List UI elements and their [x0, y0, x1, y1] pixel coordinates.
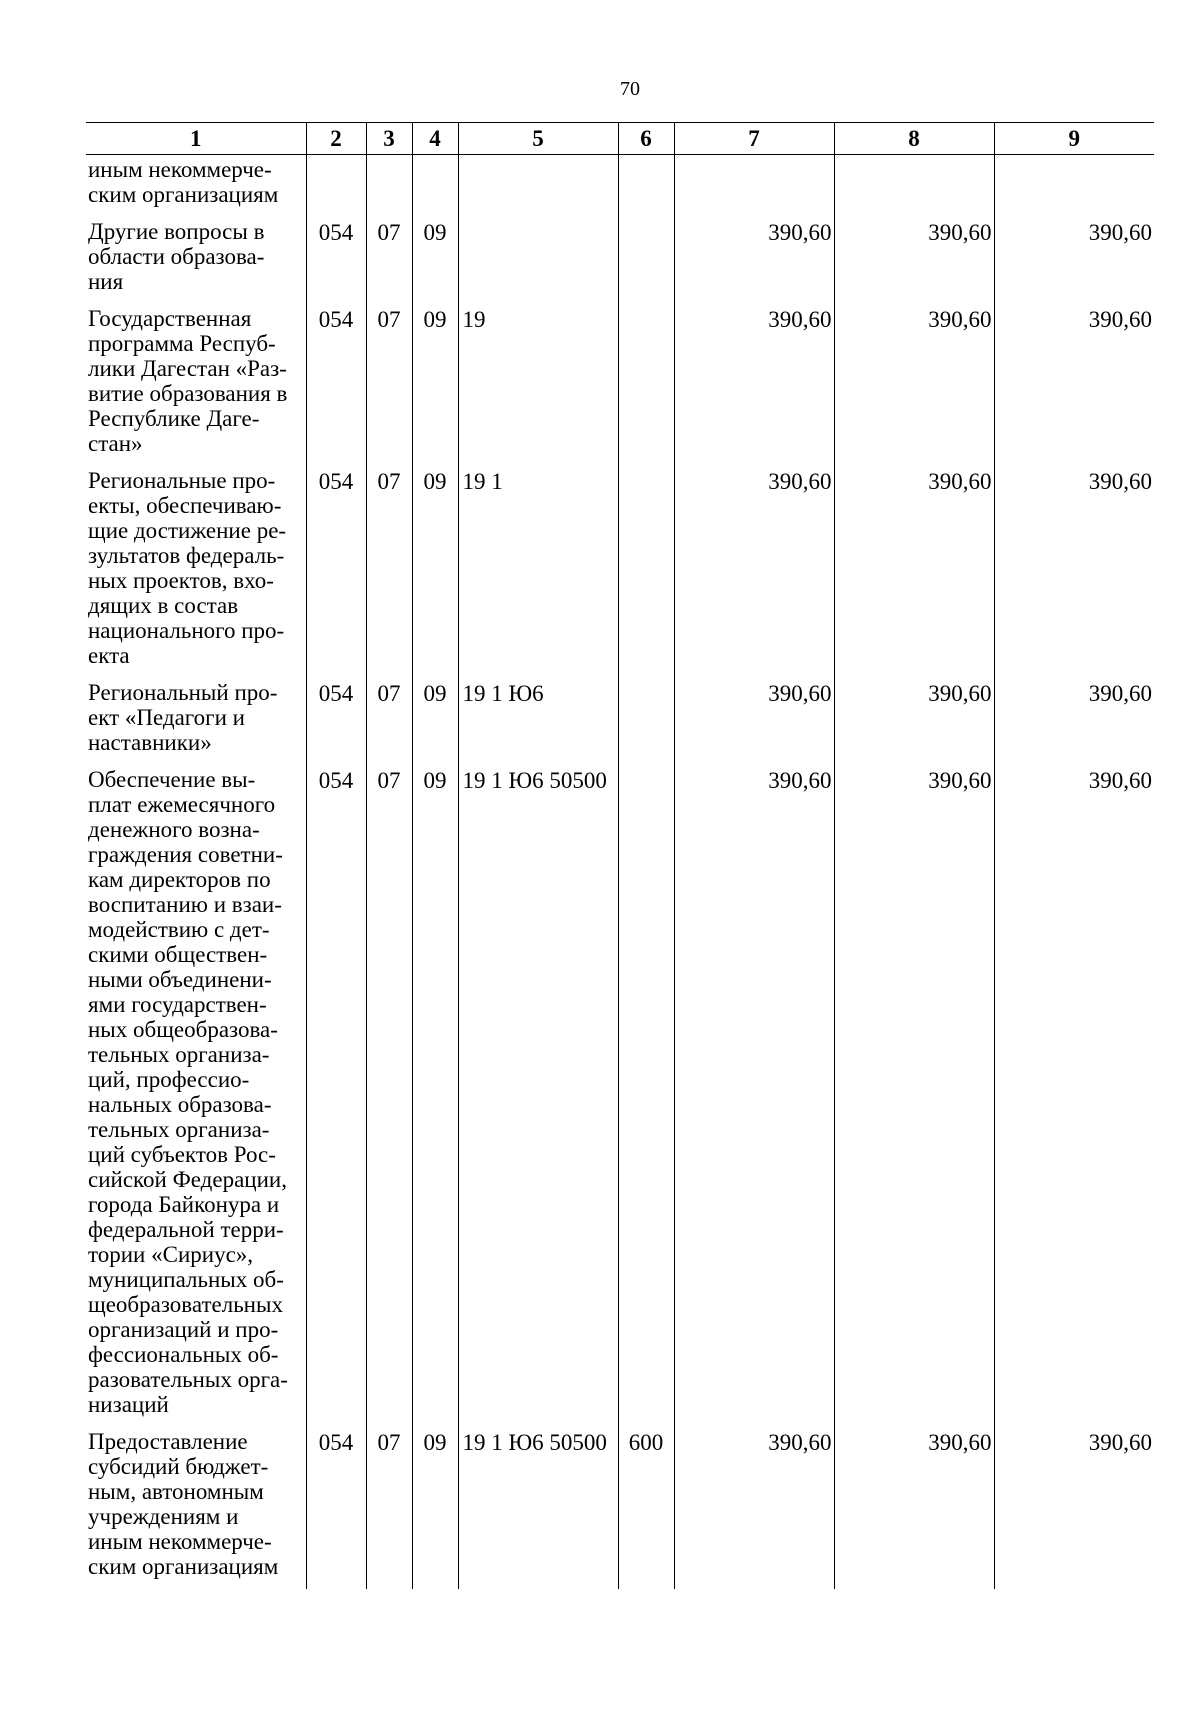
- amount-year-2: 390,60: [834, 1427, 994, 1589]
- amount-year-2: 390,60: [834, 466, 994, 678]
- code-expense-type: [618, 678, 674, 765]
- header-col-9: 9: [994, 123, 1154, 155]
- table-row: [86, 304, 1154, 466]
- code-admin: 054: [306, 304, 366, 466]
- row-name: Обеспечение вы- плат ежемесячного денежного возна- граждения советни- кам директоров по воспитанию и взаи- модействию с дет- скими обществен- ными объединени- ями государствен- ных общеобразова- тельных организа- ций, профессио- нальных образова- тельных организа- ций субъектов Рос- сийской Федерации, города Байконура и федеральной терри- тории «Сириус», муниципальных об- щеобразовательных организаций и про- фессиональных об- разовательных орга- низаций: [88, 767, 288, 1417]
- code-admin: 054: [306, 1427, 366, 1589]
- code-target-article: [458, 217, 618, 304]
- code-target-article: 19 1 Ю6 50500: [458, 765, 618, 1427]
- header-col-7: 7: [674, 123, 834, 155]
- code-subsection: 09: [412, 466, 458, 678]
- code-section: 07: [366, 1427, 412, 1589]
- page-number: 70: [620, 78, 640, 100]
- table-row: [86, 1427, 1154, 1589]
- amount-year-3: 390,60: [994, 765, 1154, 1427]
- row-name: иным некоммерче- ским организациям: [88, 157, 279, 207]
- code-subsection: 09: [412, 678, 458, 765]
- amount-year-1: 390,60: [674, 1427, 834, 1589]
- code-expense-type: [618, 765, 674, 1427]
- code-admin: [306, 155, 366, 218]
- amount-year-2: 390,60: [834, 217, 994, 304]
- amount-year-2: 390,60: [834, 678, 994, 765]
- code-target-article: 19: [458, 304, 618, 466]
- code-expense-type: [618, 217, 674, 304]
- code-section: 07: [366, 466, 412, 678]
- header-col-3: 3: [366, 123, 412, 155]
- code-admin: 054: [306, 678, 366, 765]
- amount-year-3: 390,60: [994, 217, 1154, 304]
- table-body: [86, 155, 1154, 1590]
- code-target-article: 19 1 Ю6 50500: [458, 1427, 618, 1589]
- amount-year-2: 390,60: [834, 304, 994, 466]
- row-name: Предоставление субсидий бюджет- ным, автономным учреждениям и иным некоммерче- ским организациям: [88, 1429, 279, 1579]
- header-col-1: 1: [86, 123, 306, 155]
- amount-year-3: [994, 155, 1154, 218]
- header-col-2: 2: [306, 123, 366, 155]
- amount-year-1: 390,60: [674, 304, 834, 466]
- table-row: [86, 765, 1154, 1427]
- code-subsection: 09: [412, 217, 458, 304]
- code-subsection: 09: [412, 1427, 458, 1589]
- header-col-5: 5: [458, 123, 618, 155]
- code-expense-type: [618, 155, 674, 218]
- code-target-article: 19 1: [458, 466, 618, 678]
- code-expense-type: [618, 466, 674, 678]
- table-row: [86, 155, 1154, 218]
- header-row: [86, 123, 1154, 155]
- amount-year-3: 390,60: [994, 678, 1154, 765]
- code-section: [366, 155, 412, 218]
- code-subsection: 09: [412, 304, 458, 466]
- row-name: Другие вопросы в области образова- ния: [88, 219, 265, 294]
- code-section: 07: [366, 678, 412, 765]
- code-subsection: [412, 155, 458, 218]
- header-col-4: 4: [412, 123, 458, 155]
- code-admin: 054: [306, 466, 366, 678]
- table-row: [86, 466, 1154, 678]
- code-expense-type: 600: [618, 1427, 674, 1589]
- amount-year-3: 390,60: [994, 466, 1154, 678]
- amount-year-1: 390,60: [674, 765, 834, 1427]
- table-row: [86, 217, 1154, 304]
- code-target-article: [458, 155, 618, 218]
- amount-year-2: [834, 155, 994, 218]
- amount-year-3: 390,60: [994, 1427, 1154, 1589]
- code-section: 07: [366, 304, 412, 466]
- amount-year-1: 390,60: [674, 678, 834, 765]
- budget-table: [86, 122, 1154, 1589]
- code-section: 07: [366, 765, 412, 1427]
- code-admin: 054: [306, 217, 366, 304]
- code-expense-type: [618, 304, 674, 466]
- code-admin: 054: [306, 765, 366, 1427]
- row-name: Региональные про- екты, обеспечиваю- щие достижение ре- зультатов федераль- ных проектов, вхо- дящих в состав национального про- екта: [88, 468, 287, 668]
- code-section: 07: [366, 217, 412, 304]
- table-row: [86, 678, 1154, 765]
- amount-year-1: 390,60: [674, 466, 834, 678]
- amount-year-1: [674, 155, 834, 218]
- code-target-article: 19 1 Ю6: [458, 678, 618, 765]
- amount-year-1: 390,60: [674, 217, 834, 304]
- row-name: Государственная программа Респуб- лики Дагестан «Раз- витие образования в Республике Даге- стан»: [88, 306, 288, 456]
- code-subsection: 09: [412, 765, 458, 1427]
- row-name: Региональный про- ект «Педагоги и наставники»: [88, 680, 278, 755]
- header-col-8: 8: [834, 123, 994, 155]
- header-col-6: 6: [618, 123, 674, 155]
- amount-year-3: 390,60: [994, 304, 1154, 466]
- amount-year-2: 390,60: [834, 765, 994, 1427]
